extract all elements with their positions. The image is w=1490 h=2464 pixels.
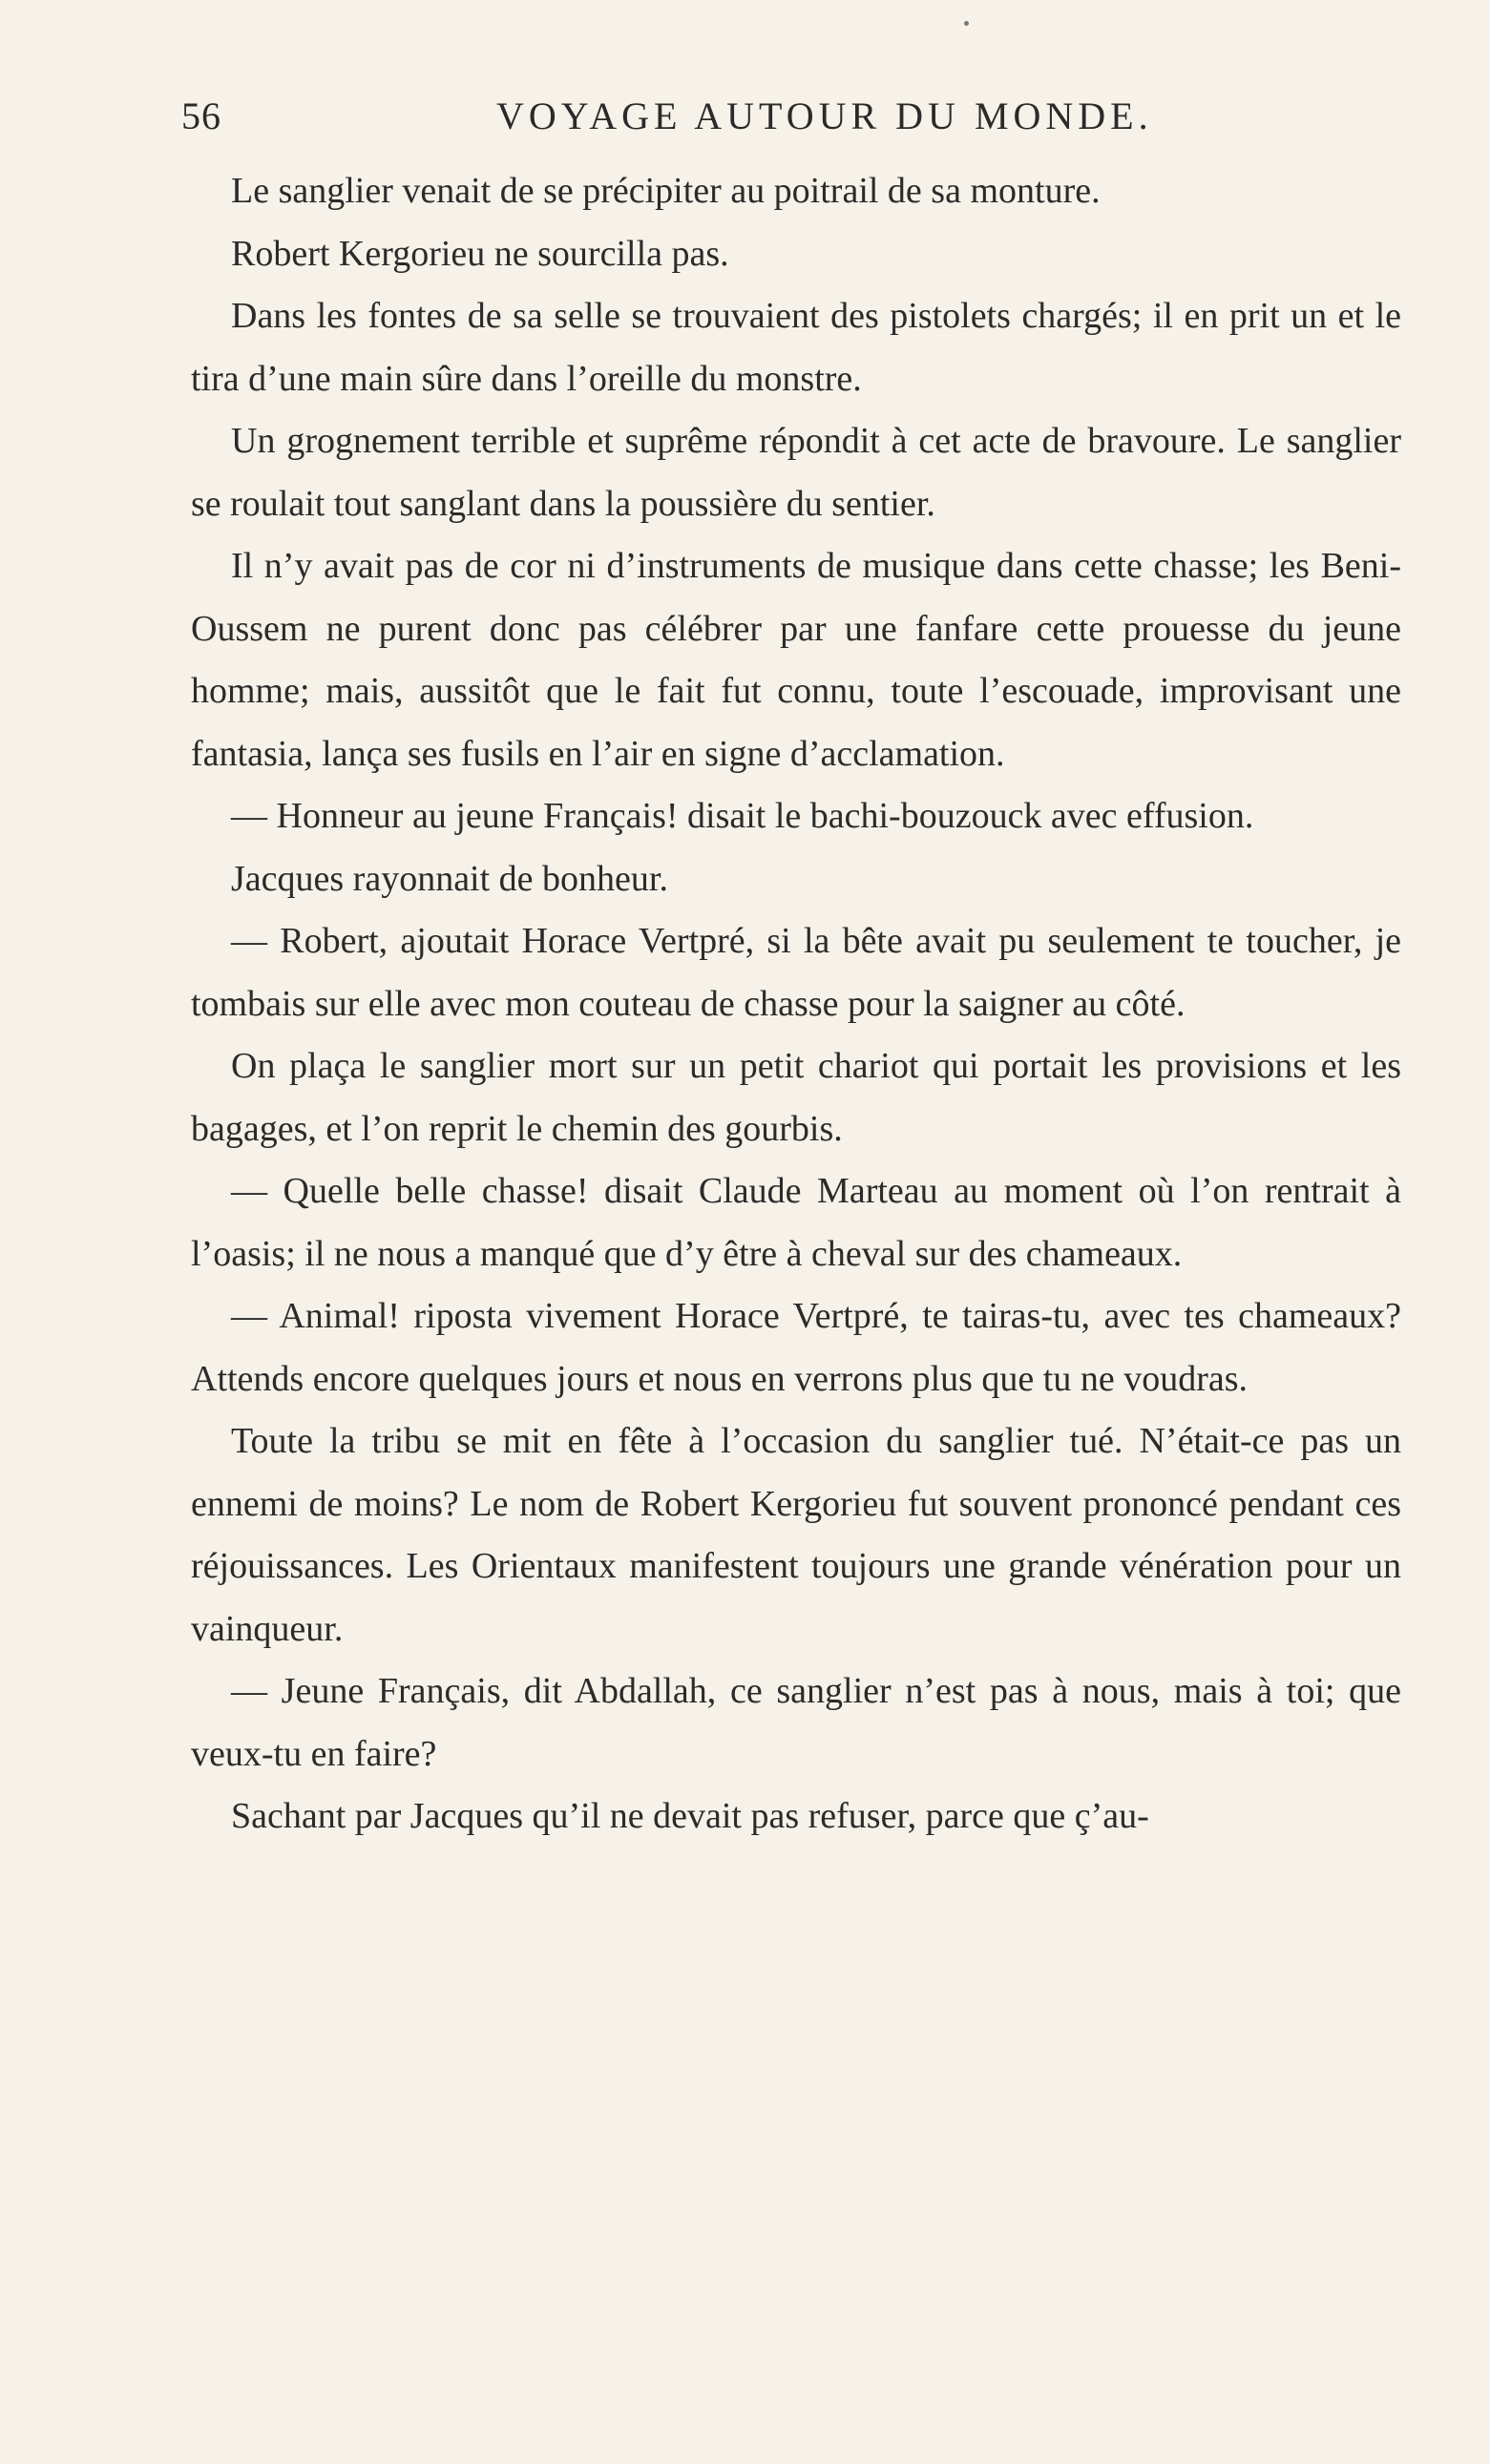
- running-head: [181, 94, 1413, 151]
- paragraph: Dans les fontes de sa selle se trouvaient des pistolets chargés; il en prit un et le tira d’une main sûre dans l’oreille du monstre.: [191, 296, 1401, 399]
- paragraph: — Robert, ajoutait Horace Vertpré, si la bête avait pu seulement te toucher, je tombais sur elle avec mon couteau de chasse pour la saigner au côté.: [191, 921, 1401, 1024]
- paragraph: Il n’y avait pas de cor ni d’instruments de musique dans cette chasse; les Beni-Oussem ne purent donc pas célébrer par une fanfare cette prouesse du jeune homme; mais, aussitôt que le fait fut connu, toute l’escouade, improvisant une fantasia, lança ses fusils en l’air en signe d’acclamation.: [191, 546, 1401, 774]
- paragraph: — Jeune Français, dit Abdallah, ce sanglier n’est pas à nous, mais à toi; que veux-tu en faire?: [191, 1671, 1401, 1774]
- paragraph: Un grognement terrible et suprême répondit à cet acte de bravoure. Le sanglier se roulait tout sanglant dans la poussière du sentier.: [191, 421, 1401, 524]
- paragraph: — Animal! riposta vivement Horace Vertpré, te tairas-tu, avec tes chameaux? Attends encore quelques jours et nous en verrons plus que tu ne voudras.: [191, 1296, 1401, 1399]
- page-number: 56: [181, 94, 221, 137]
- paragraph: Sachant par Jacques qu’il ne devait pas refuser, parce que ç’au-: [231, 1796, 1149, 1836]
- paragraph: — Quelle belle chasse! disait Claude Marteau au moment où l’on rentrait à l’oasis; il ne nous a manqué que d’y être à cheval sur des chameaux.: [191, 1171, 1401, 1274]
- paragraph: Le sanglier venait de se précipiter au poitrail de sa monture.: [231, 171, 1101, 211]
- paragraph: — Honneur au jeune Français! disait le bachi-bouzouck avec effusion.: [231, 796, 1254, 836]
- print-dot-mark: [964, 21, 969, 26]
- body-text: [191, 160, 1401, 1848]
- running-title: VOYAGE AUTOUR DU MONDE.: [496, 94, 1153, 137]
- paragraph: Robert Kergorieu ne sourcilla pas.: [231, 233, 729, 274]
- paragraph: Toute la tribu se mit en fête à l’occasion du sanglier tué. N’était-ce pas un ennemi de moins? Le nom de Robert Kergorieu fut souvent prononcé pendant ces réjouissances. Les Orientaux manifestent toujours une grande vénération pour un vainqueur.: [191, 1421, 1401, 1649]
- paragraph: Jacques rayonnait de bonheur.: [231, 858, 668, 899]
- paragraph: On plaça le sanglier mort sur un petit chariot qui portait les provisions et les bagages, et l’on reprit le chemin des gourbis.: [191, 1046, 1401, 1149]
